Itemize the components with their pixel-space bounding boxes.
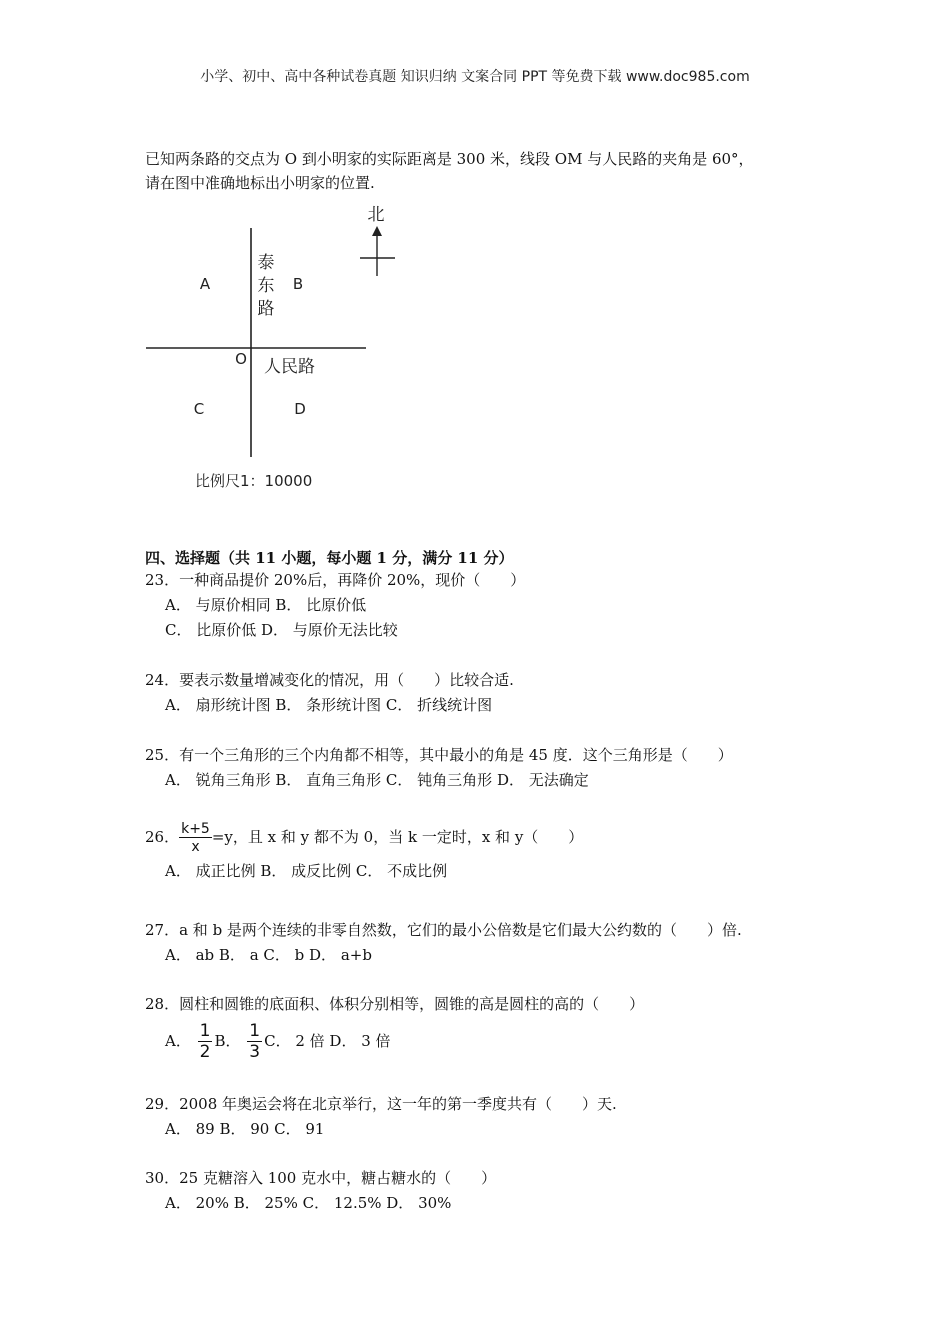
question-options: A． 扇形统计图 B． 条形统计图 C． 折线统计图 (165, 696, 493, 714)
question-options: A． ab B． a C． b D． a+b (165, 946, 372, 964)
road-taidong-char-1: 泰 (257, 253, 275, 273)
north-label: 北 (367, 205, 385, 225)
option-a-label: A． (165, 1032, 191, 1050)
question-options: C． 比原价低 D． 与原价无法比较 (165, 621, 398, 639)
region-c-label: C (193, 400, 205, 418)
option-b-label: B． (214, 1032, 241, 1050)
scale-label: 比例尺1：10000 (195, 472, 313, 490)
section-title: 四、选择题（共 11 小题，每小题 1 分，满分 11 分） (145, 549, 514, 567)
question-options: A． 与原价相同 B． 比原价低 (165, 596, 367, 614)
question-stem-rest: =y，且 x 和 y 都不为 0，当 k 一定时，x 和 y（ ） (211, 828, 584, 846)
question-stem (145, 822, 583, 854)
origin-label: O (235, 350, 247, 368)
question-24 (145, 668, 514, 718)
question-stem: 29．2008 年奥运会将在北京举行，这一年的第一季度共有（ ）天. (145, 1095, 617, 1113)
question-number: 26． (145, 828, 180, 846)
question-28 (145, 992, 644, 1061)
fraction-one-half (198, 1023, 213, 1061)
question-options (145, 1023, 644, 1061)
intro-line-2: 请在图中准确地标出小明家的位置. (145, 174, 375, 192)
question-options: A． 89 B． 90 C． 91 (165, 1120, 325, 1138)
question-options: A． 锐角三角形 B． 直角三角形 C． 钝角三角形 D． 无法确定 (165, 771, 589, 789)
fraction-k-plus-5-over-x (179, 822, 212, 854)
question-27 (145, 918, 742, 968)
question-stem: 23．一种商品提价 20%后，再降价 20%，现价（ ） (145, 571, 526, 589)
fraction-denominator: 2 (199, 1042, 211, 1062)
fraction-numerator: 1 (249, 1021, 261, 1041)
page-header: 小学、初中、高中各种试卷真题 知识归纳 文案合同 PPT 等免费下载 www.doc985.com (200, 69, 750, 85)
question-25 (145, 743, 733, 793)
fraction-one-third (247, 1023, 262, 1061)
option-rest: C． 2 倍 D． 3 倍 (264, 1032, 391, 1050)
question-options: A． 成正比例 B． 成反比例 C． 不成比例 (165, 862, 448, 880)
question-stem: 30．25 克糖溶入 100 克水中，糖占糖水的（ ） (145, 1169, 497, 1187)
question-23 (145, 568, 525, 643)
road-taidong-char-2: 东 (257, 276, 275, 296)
road-taidong-char-3: 路 (257, 299, 275, 319)
question-26 (145, 822, 583, 884)
road-renmin-label: 人民路 (264, 357, 315, 377)
question-stem: 25．有一个三角形的三个内角都不相等，其中最小的角是 45 度．这个三角形是（ ） (145, 746, 733, 764)
question-stem: 27．a 和 b 是两个连续的非零自然数，它们的最小公倍数是它们最大公约数的（ ）倍. (145, 921, 742, 939)
question-29 (145, 1092, 617, 1142)
fraction-denominator: x (191, 839, 200, 855)
region-d-label: D (294, 400, 306, 418)
map-diagram (0, 0, 950, 520)
question-stem: 28．圆柱和圆锥的底面积、体积分别相等，圆锥的高是圆柱的高的（ ） (145, 995, 645, 1013)
fraction-numerator: k+5 (181, 821, 210, 837)
question-30 (145, 1166, 496, 1216)
question-stem: 24．要表示数量增减变化的情况，用（ ）比较合适. (145, 671, 514, 689)
region-a-label: A (199, 275, 211, 293)
intro-line-1: 已知两条路的交点为 O 到小明家的实际距离是 300 米，线段 OM 与人民路的夹角是 60°， (145, 150, 754, 168)
fraction-denominator: 3 (249, 1042, 261, 1062)
fraction-numerator: 1 (199, 1021, 211, 1041)
question-options: A． 20% B． 25% C． 12.5% D． 30% (165, 1194, 452, 1212)
region-b-label: B (292, 275, 304, 293)
north-arrowhead-icon (372, 226, 382, 236)
